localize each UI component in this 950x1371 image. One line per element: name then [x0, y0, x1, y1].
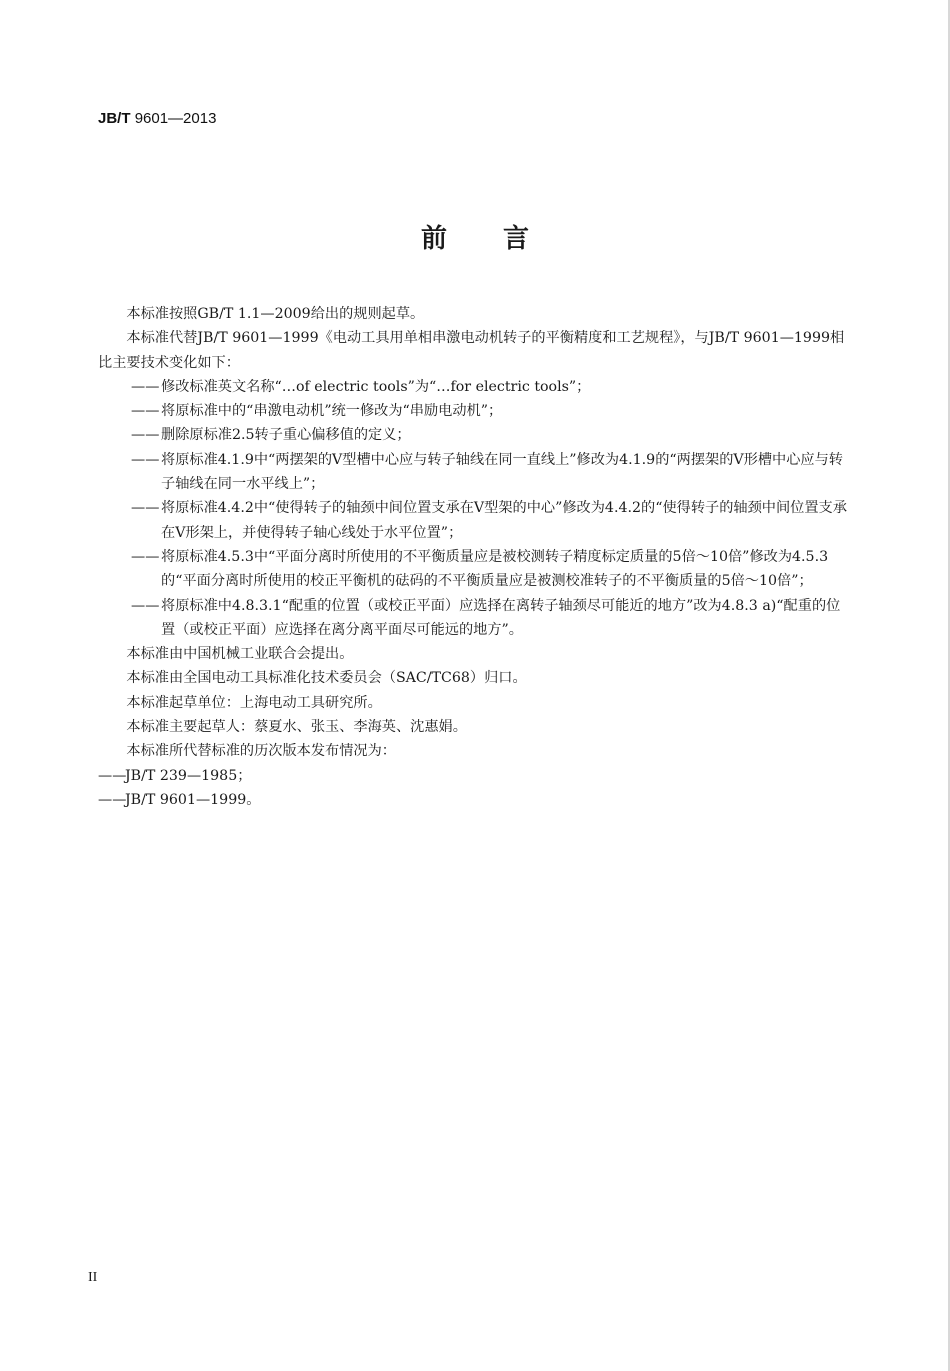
change-item [98, 423, 854, 447]
dash: —— [131, 597, 160, 614]
history-item [98, 764, 854, 788]
change-text: 将原标准中的“串激电动机”统一修改为“串励电动机”； [161, 403, 503, 420]
standard-code-number: 9601—2013 [134, 110, 217, 127]
change-item [98, 399, 854, 423]
paragraph: 本标准起草单位：上海电动工具研究所。 [126, 694, 382, 711]
change-text: 将原标准4.1.9中“两摆架的V型槽中心应与转子轴线在同一直线上”修改为4.1.9的“两摆架的V形槽中心应与转子轴线在同一水平线上”； [161, 451, 843, 493]
change-text: 将原标准中4.8.3.1“配重的位置（或校正平面）应选择在离转子轴颈尽可能近的地方”改为4.8.3 a)“配重的位置（或校正平面）应选择在离分离平面尽可能远的地方”。 [161, 597, 841, 638]
paragraph: 本标准由全国电动工具标准化技术委员会（SAC/TC68）归口。 [126, 670, 527, 687]
change-text: 将原标准4.4.2中“使得转子的轴颈中间位置支承在V型架的中心”修改为4.4.2的“使得转子的轴颈中间位置支承在V形架上，并使得转子轴心线处于水平位置”； [161, 500, 847, 541]
dash: —— [131, 548, 160, 565]
history-item [98, 788, 854, 812]
paragraph: 本标准代替JB/T 9601—1999《电动工具用单相串激电动机转子的平衡精度和工艺规程》，与JB/T 9601—1999相比主要技术变化如下： [98, 330, 845, 371]
dash: —— [131, 427, 160, 444]
change-text: 修改标准英文名称“…of electric tools”为“…for electric tools”； [161, 378, 591, 395]
change-item [98, 375, 854, 399]
foreword-body [98, 302, 854, 812]
standard-code [98, 110, 216, 127]
paragraph: 本标准所代替标准的历次版本发布情况为： [126, 743, 396, 760]
change-item [98, 545, 854, 594]
history-text: JB/T 9601—1999。 [125, 791, 261, 808]
dash: —— [131, 378, 160, 395]
paragraph: 本标准由中国机械工业联合会提出。 [126, 646, 354, 663]
paragraph: 本标准按照GB/T 1.1—2009给出的规则起草。 [126, 306, 425, 322]
change-item [98, 496, 854, 545]
history-text: JB/T 239—1985； [125, 767, 252, 784]
change-text: 将原标准4.5.3中“平面分离时所使用的不平衡质量应是被校测转子精度标定质量的5倍～10倍”修改为4.5.3的“平面分离时所使用的校正平衡机的砝码的不平衡质量应是被测校准转子的不平衡质量的5倍～10倍”； [161, 548, 829, 590]
change-text: 删除原标准2.5转子重心偏移值的定义； [161, 427, 411, 444]
standard-code-prefix: JB/T [98, 110, 131, 127]
paragraph: 本标准主要起草人：蔡夏水、张玉、李海英、沈惠娟。 [126, 719, 467, 736]
dash: —— [131, 500, 160, 517]
change-item [98, 448, 854, 497]
dash: —— [98, 791, 127, 808]
dash: —— [98, 767, 127, 784]
page-number: II [88, 1270, 98, 1285]
change-item [98, 594, 854, 643]
dash: —— [131, 451, 160, 468]
dash: —— [131, 403, 160, 420]
page-title: 前言 [420, 224, 585, 254]
